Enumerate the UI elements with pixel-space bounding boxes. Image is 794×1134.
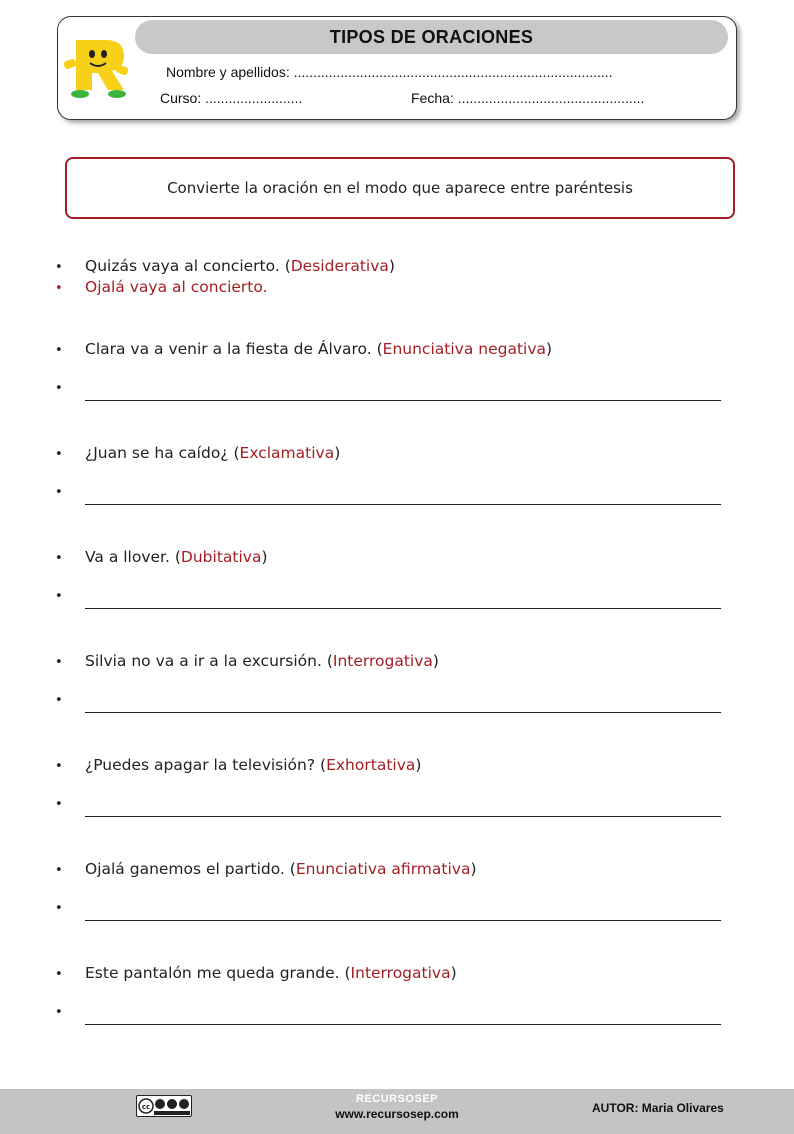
exercise-mode: (Exhortativa) [320, 756, 422, 774]
bullet: • [55, 343, 63, 358]
answer-underline[interactable] [85, 712, 721, 713]
bullet: • [55, 260, 63, 275]
exercise-mode: (Interrogativa) [326, 652, 439, 670]
answer-underline[interactable] [85, 504, 721, 505]
exercise-mode: (Enunciativa negativa) [376, 340, 553, 358]
bullet: • [55, 485, 63, 500]
answer-line[interactable] [55, 589, 725, 609]
recursosep-logo-icon [62, 36, 132, 100]
answer-line[interactable] [55, 693, 725, 713]
example-answer: Ojalá vaya al concierto. [85, 278, 268, 296]
bullet: • [55, 551, 63, 566]
course-field[interactable]: Curso: ......................... [160, 90, 303, 106]
answer-underline[interactable] [85, 816, 721, 817]
svg-text:cc: cc [141, 1103, 151, 1111]
page-title: TIPOS DE ORACIONES [329, 26, 534, 47]
exercise-mode: (Interrogativa) [344, 964, 457, 982]
instruction-text: Convierte la oración en el modo que aparece entre paréntesis [167, 179, 633, 197]
exercise-sentence: Este pantalón me queda grande. [85, 964, 345, 982]
date-field[interactable]: Fecha: ................................................ [411, 90, 645, 106]
exercise-sentence: Silvia no va a ir a la excursión. [85, 652, 327, 670]
example-item [55, 257, 395, 275]
answer-underline[interactable] [85, 400, 721, 401]
example-answer-item [55, 278, 268, 296]
example-sentence: Quizás vaya al concierto. [85, 257, 285, 275]
example-mode: (Desiderativa) [284, 257, 395, 275]
exercise-sentence: Clara va a venir a la fiesta de Álvaro. [85, 340, 377, 358]
exercise-mode: (Dubitativa) [174, 548, 268, 566]
exercise-item [55, 548, 268, 566]
answer-line[interactable] [55, 1005, 725, 1025]
exercise-sentence: Ojalá ganemos el partido. [85, 860, 290, 878]
footer [0, 1089, 794, 1134]
exercise-item [55, 756, 421, 774]
footer-brand: RECURSOSEP [355, 1093, 439, 1105]
bullet: • [55, 655, 63, 670]
exercise-item [55, 340, 552, 358]
exercise-item [55, 860, 477, 878]
title-bar [135, 20, 728, 54]
exercise-sentence: Va a llover. [85, 548, 175, 566]
bullet: • [55, 759, 63, 774]
name-field[interactable]: Nombre y apellidos: .................................................................................. [166, 64, 613, 80]
answer-line[interactable] [55, 485, 725, 505]
answer-underline[interactable] [85, 1024, 721, 1025]
answer-line[interactable] [55, 901, 725, 921]
bullet: • [55, 797, 63, 812]
answer-underline[interactable] [85, 608, 721, 609]
exercise-mode: (Enunciativa afirmativa) [289, 860, 477, 878]
exercise-mode: (Exclamativa) [233, 444, 341, 462]
bullet: • [55, 967, 63, 982]
answer-line[interactable] [55, 381, 725, 401]
exercise-item [55, 964, 457, 982]
bullet: • [55, 281, 63, 296]
exercise-item [55, 652, 439, 670]
bullet: • [55, 1005, 63, 1020]
instruction-box [65, 157, 735, 219]
footer-url[interactable]: www.recursosep.com [335, 1107, 459, 1121]
bullet: • [55, 381, 63, 396]
exercise-sentence: ¿Juan se ha caído¿ [85, 444, 234, 462]
exercise-sentence: ¿Puedes apagar la televisión? [85, 756, 321, 774]
footer-author: AUTOR: Maria Olivares [592, 1101, 724, 1115]
bullet: • [55, 447, 63, 462]
bullet: • [55, 589, 63, 604]
bullet: • [55, 863, 63, 878]
answer-underline[interactable] [85, 920, 721, 921]
exercise-item [55, 444, 340, 462]
bullet: • [55, 693, 63, 708]
answer-line[interactable] [55, 797, 725, 817]
bullet: • [55, 901, 63, 916]
